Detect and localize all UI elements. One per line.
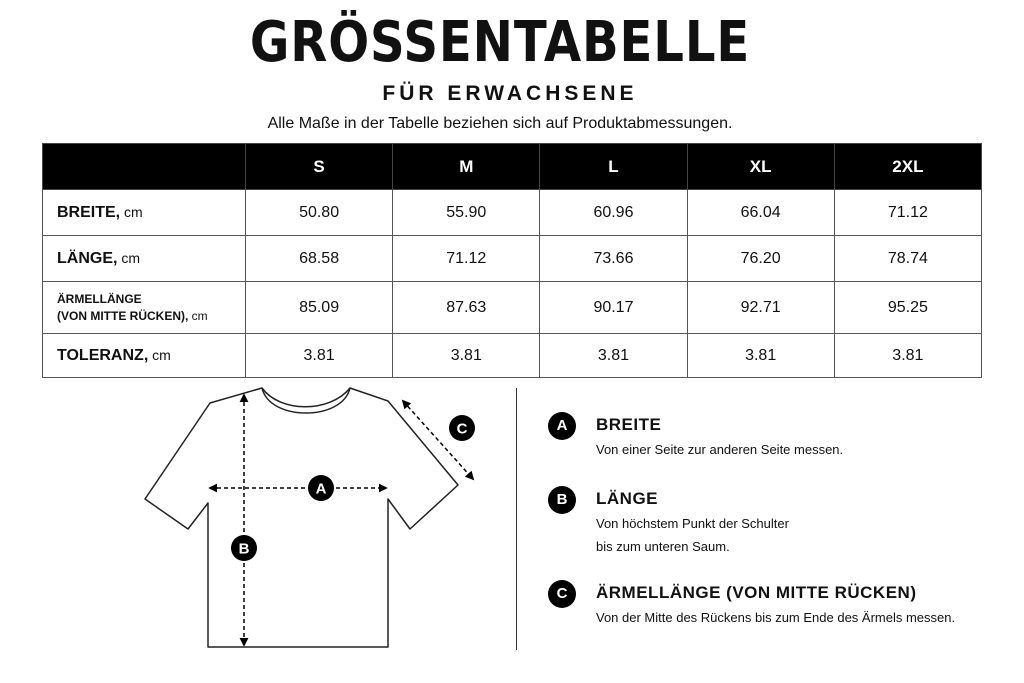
- row-label-text: ÄRMELLÄNGE: [57, 291, 142, 306]
- table-cell: 3.81: [834, 334, 981, 378]
- legend-desc-aermellaenge: Von der Mitte des Rückens bis zum Ende des Ärmels messen.: [596, 610, 956, 625]
- legend-desc-breite: Von einer Seite zur anderen Seite messen.: [596, 442, 844, 457]
- size-header-s: S: [246, 144, 393, 190]
- table-cell: 78.74: [834, 236, 981, 282]
- header-corner-cell: [43, 144, 246, 190]
- row-label-breite: BREITE, cm: [43, 190, 246, 236]
- row-label-line2: (VON MITTE RÜCKEN),: [57, 308, 189, 323]
- row-label-unit: cm: [124, 203, 143, 220]
- tshirt-outline-icon: [140, 383, 490, 655]
- table-cell: 90.17: [540, 282, 687, 334]
- table-cell: 73.66: [540, 236, 687, 282]
- page-subtitle: FÜR ERWACHSENE: [382, 82, 638, 105]
- table-cell: 87.63: [393, 282, 540, 334]
- row-label-text: BREITE: [57, 203, 116, 221]
- legend-desc-laenge-line2: bis zum unteren Saum.: [596, 539, 730, 554]
- size-header-m: M: [393, 144, 540, 190]
- marker-c-label: C: [456, 420, 468, 438]
- table-cell: 92.71: [687, 282, 834, 334]
- row-label-text: LÄNGE: [57, 249, 113, 267]
- table-cell: 71.12: [393, 236, 540, 282]
- legend-title-aermellaenge: ÄRMELLÄNGE (VON MITTE RÜCKEN): [596, 583, 917, 602]
- size-header-2xl: 2XL: [834, 144, 981, 190]
- row-label-text: TOLERANZ: [57, 346, 144, 364]
- table-cell: 55.90: [393, 190, 540, 236]
- legend-badge-a: A: [548, 412, 576, 440]
- marker-a-label: A: [315, 480, 327, 498]
- legend-desc-laenge-line1: Von höchstem Punkt der Schulter: [596, 516, 789, 531]
- table-cell: 95.25: [834, 282, 981, 334]
- marker-b-badge: [231, 535, 257, 561]
- section-divider: [516, 388, 517, 650]
- legend-badge-c: C: [548, 580, 576, 608]
- table-cell: 3.81: [540, 334, 687, 378]
- marker-a-badge: [308, 475, 334, 501]
- table-row-aermellaenge: [43, 282, 982, 334]
- table-cell: 66.04: [687, 190, 834, 236]
- table-row-laenge: [43, 236, 982, 282]
- size-header-xl: XL: [687, 144, 834, 190]
- table-cell: 68.58: [246, 236, 393, 282]
- size-header-l: L: [540, 144, 687, 190]
- row-label-aermellaenge: [43, 282, 246, 334]
- table-cell: 76.20: [687, 236, 834, 282]
- row-label-laenge: LÄNGE, cm: [43, 236, 246, 282]
- table-cell: 85.09: [246, 282, 393, 334]
- row-label-unit: cm: [152, 346, 171, 363]
- legend-title-laenge: LÄNGE: [596, 489, 658, 508]
- legend-title-breite: BREITE: [596, 415, 662, 434]
- table-cell: 3.81: [246, 334, 393, 378]
- table-cell: 3.81: [687, 334, 834, 378]
- row-label-toleranz: TOLERANZ, cm: [43, 334, 246, 378]
- table-row-toleranz: [43, 334, 982, 378]
- table-row-breite: [43, 190, 982, 236]
- measurement-note: Alle Maße in der Tabelle beziehen sich auf Produktabmessungen.: [267, 115, 733, 132]
- marker-c-badge: [449, 415, 475, 441]
- table-cell: 50.80: [246, 190, 393, 236]
- tshirt-body-outline: [145, 388, 458, 647]
- page-title: GRÖSSENTABELLE: [249, 10, 751, 75]
- size-header-row: [43, 144, 982, 190]
- legend-badge-b: B: [548, 486, 576, 514]
- table-cell: 60.96: [540, 190, 687, 236]
- marker-b-label: B: [238, 540, 250, 558]
- table-cell: 71.12: [834, 190, 981, 236]
- row-label-unit: cm: [191, 308, 208, 323]
- table-cell: 3.81: [393, 334, 540, 378]
- size-table: [42, 143, 982, 378]
- row-label-unit: cm: [121, 249, 141, 266]
